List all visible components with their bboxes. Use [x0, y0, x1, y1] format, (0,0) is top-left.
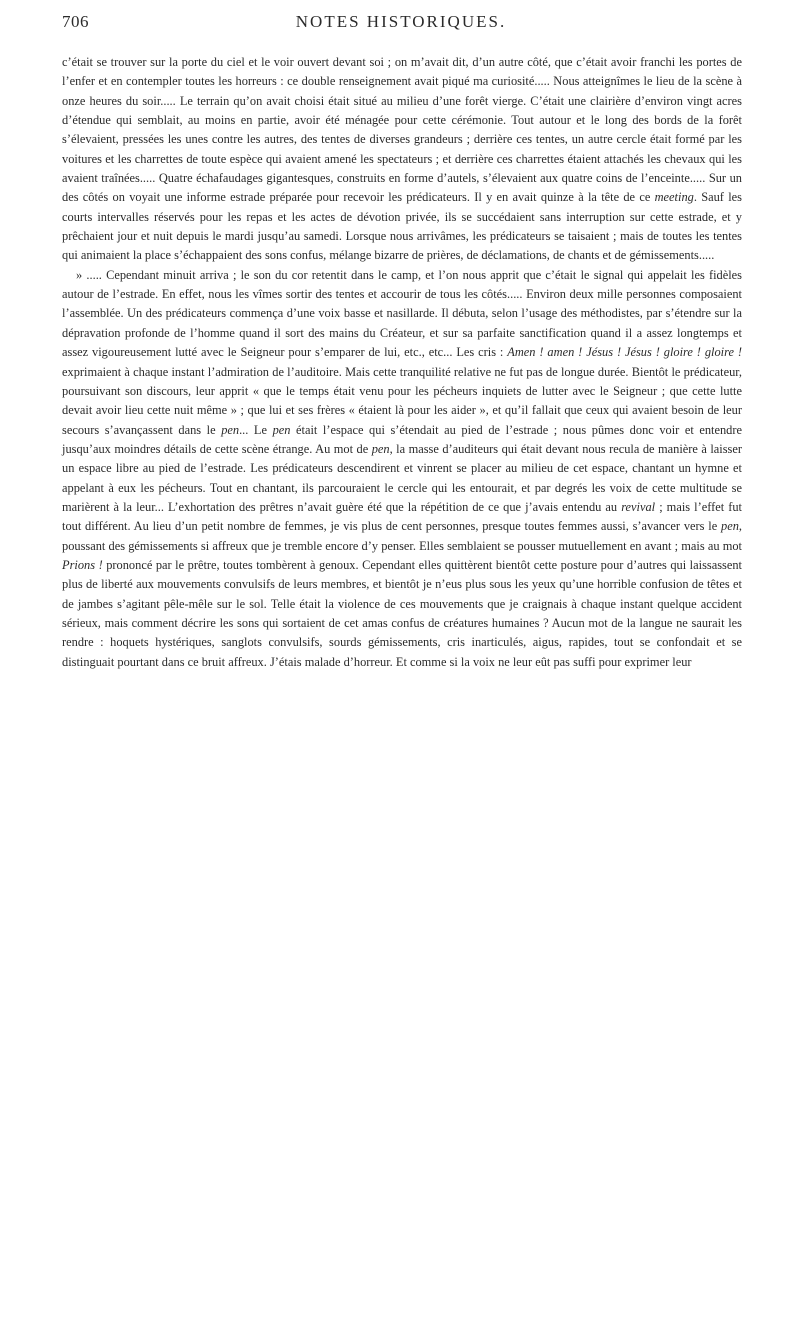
- italic-text: Amen ! amen ! Jésus ! Jésus ! gloire ! gloire !: [507, 345, 742, 360]
- running-title: NOTES HISTORIQUES.: [295, 12, 507, 31]
- page-header: [62, 12, 740, 52]
- text-run: . Sauf les courts intervalles réservés pour les repas et les actes de dévotion privée, ils se succédaient sans interruption sur cette estrade, et y prêchaient jour et nuit depuis le mardi jusqu’au samedi. Lorsque nous arrivâmes, les prédicateurs se taisaient ; mais de toutes les tentes qui animaient la place s’échappaient des sons confus, mélange bizarre de prières, de déclamations, de chants et de gémissements.....: [62, 190, 742, 263]
- italic-text: revival: [621, 499, 656, 514]
- text-run: ... Le: [239, 422, 273, 437]
- text-run: ; mais l’effet fut tout différent. Au lieu d’un petit nombre de femmes, je vis plus de cent personnes, presque toutes femmes aussi, s’avancer vers le: [62, 499, 742, 534]
- page-number: 706: [62, 12, 89, 31]
- text-run: » ..... Cependant minuit arriva ; le son du cor retentit dans le camp, et l’on nous apprit que c’était le signal qui appelait les fidèles autour de l’estrade. En effet, nous les vîmes sortir des tentes et accourir de tous les côtés..... Environ deux mille personnes composaient l’assemblée. Un des prédicateurs commença d’une voix basse et nasillarde. Il débuta, selon l’usage des méthodistes, par s’étendre sur la dépravation profonde de l’homme quand il sort des mains du Créateur, et sur sa parfaite sanctification quand il a assez longtemps et assez vigoureusement lutté avec le Seigneur pour s’emparer de lui, etc., etc... Les cris :: [62, 267, 742, 360]
- text-run: c’était se trouver sur la porte du ciel et le voir ouvert devant soi ; on m’avait dit, d’un autre côté, que c’était avoir franchi les portes de l’enfer et en contempler toutes les horreurs : ce double renseignement avait piqué ma curiosité..... Nous atteignîmes le lieu de la scène à onze heures du soir..... Le terrain qu’on avait choisi était situé au milieu d’une forêt vierge. C’était une clairière d’environ vingt acres d’étendue qui semblait, au moins en partie, avoir été ménagée pour cette cérémonie. Tout autour et le long des bords de la forêt s’élevaient, pressées les unes contre les autres, des tentes de diverses grandeurs ; derrière ces tentes, un autre cercle était formé par les voitures et les charrettes de toute espèce qui avaient amené les spectateurs ; et derrière ces charrettes étaient attachés les chevaux qui les avaient traînées..... Quatre échafaudages gigantesques, construits en forme d’autels, s’élevaient aux quatre coins de l’enceinte..... Sur un des côtés on voyait une informe estrade préparée pour recevoir les prédicateurs. Il y en avait quinze à la tête de ce: [62, 55, 742, 205]
- text-run: prononcé par le prêtre, toutes tombèrent à genoux. Cependant elles quittèrent bientôt cette posture pour d’autres qui laissassent plus de liberté aux mouvements convulsifs de leurs membres, et bientôt je n’eus plus sous les yeux qu’une horrible confusion de têtes et de jambes s’agitant pêle-mêle sur le sol. Telle était la violence de ces mouvements que je craignais à chaque instant quelque accident sérieux, mais comment décrire les sons qui sortaient de cet amas confus de créatures humaines ? Aucun mot de la langue ne saurait les rendre : hoquets hystériques, sanglots convulsifs, sourds gémissements, cris inarticulés, aigus, rapides, tout se confondait et se distinguait pourtant dans ce bruit affreux. J’étais malade d’horreur. Et comme si la voix ne leur eût pas suffi pour exprimer leur: [62, 557, 742, 669]
- body-text: [62, 53, 742, 672]
- italic-text: pen: [221, 422, 240, 437]
- italic-text: Prions !: [62, 557, 103, 572]
- italic-text: pen: [371, 441, 390, 456]
- italic-text: meeting: [654, 190, 694, 205]
- text-run: était l’espace qui s’étendait au pied de l’estrade ; nous pûmes donc voir et entendre jusqu’aux moindres détails de cette scène étrange. Au mot de: [62, 422, 742, 456]
- text-run: , poussant des gémissements si affreux que je tremble encore d’y penser. Elles semblaient se pousser mutuellement en avant ; mais au mot: [62, 519, 742, 553]
- paragraph: [62, 53, 742, 266]
- paragraph: [62, 266, 742, 672]
- text-run: , la masse d’auditeurs qui était devant nous recula de manière à laisser un espace libre au pied de l’estrade. Les prédicateurs descendirent et vinrent se placer au milieu de cet espace, chantant un hymne et appelant à eux les pécheurs. Tout en chantant, ils parcouraient le cercle qui les entourait, et par degrés les voix de cette multitude se marièrent à la leur... L’exhortation des prêtres n’avait guère été que la répétition de ce que j’avais entendu au: [62, 441, 743, 514]
- text-run: exprimaient à chaque instant l’admiration de l’auditoire. Mais cette tranquilité relative ne fut pas de longue durée. Bientôt le prédicateur, poursuivant son discours, leur apprit « que le temps était venu pour les pécheurs inquiets de lutter avec le Seigneur ; que cette lutte devait avoir lieu cette nuit même » ; que lui et ses frères « étaient là pour les aider », et qu’il fallait que ceux qui avaient besoin de leur secours s’avançassent dans le: [62, 364, 742, 437]
- italic-text: pen: [721, 519, 739, 534]
- italic-text: pen: [272, 422, 291, 437]
